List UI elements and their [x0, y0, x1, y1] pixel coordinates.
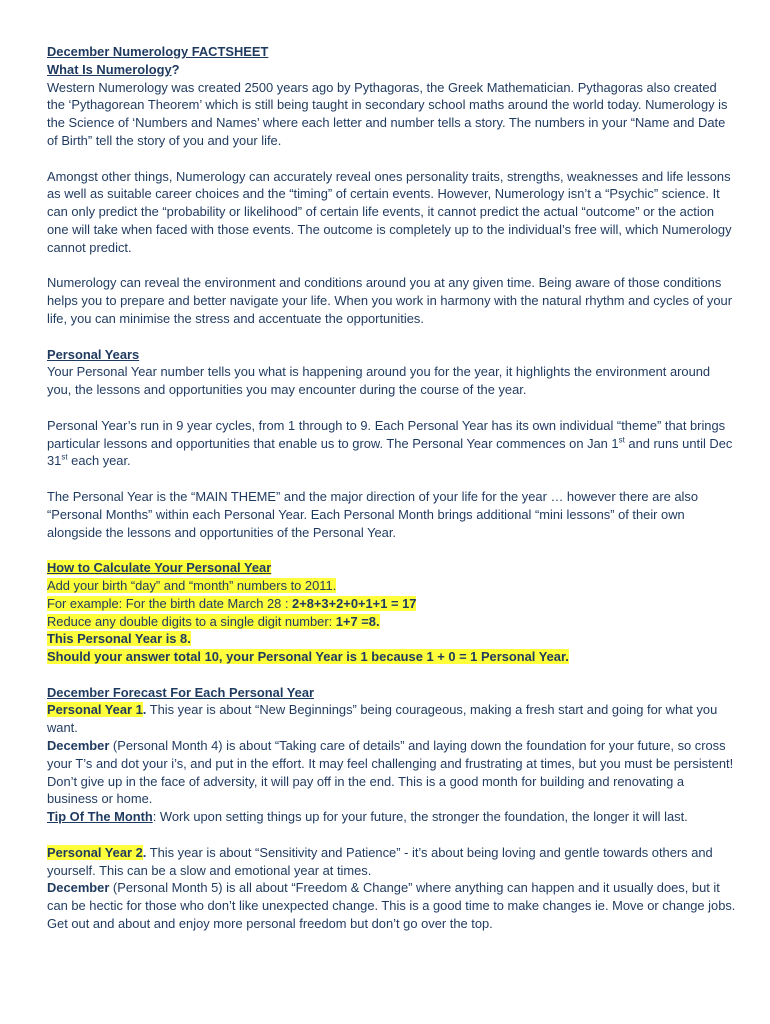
document-title: December Numerology FACTSHEET: [47, 44, 269, 59]
personal-years-paragraph-1: Your Personal Year number tells you what is happening around you for the year, it highlights the environment around you, the lessons and opportunities you may encounter during the course of the year.: [47, 364, 711, 398]
calc-line-1: [47, 577, 737, 595]
p2-text-c: each year.: [67, 453, 131, 469]
py1-paragraph: [47, 701, 737, 737]
py2-december-text: (Personal Month 5) is all about “Freedom & Change” where anything can happen and it usually does, but it can be hectic for those who don’t like unexpected change. This is a good time to make changes ie. Move or change jobs. Get out and about and enjoy more personal freedom but don’t go over the top.: [47, 880, 736, 932]
py1-december-text: (Personal Month 4) is about “Taking care of details” and laying down the foundation for your future, so cross your T’s and dot your i’s, and put in the effort. It may feel challenging and frustrating at times, but you must be persistent! Don’t give up in the face of adversity, it will pay off in the end. This is a good month for building and renovating a business or home.: [47, 738, 734, 807]
py2-paragraph: [47, 844, 737, 880]
personal-years-paragraph-2: [47, 417, 737, 470]
calc-line-5-text: Should your answer total 10, your Personal Year is 1 because 1 + 0 = 1 Personal Year.: [47, 649, 569, 665]
p2-text-a: Personal Year’s run in 9 year cycles, from 1 through to 9. Each Personal Year has its own individual “theme” that brings particular lessons and opportunities that enable us to grow. The Personal Year commences on Jan 1: [47, 417, 726, 451]
calc-line-3: [47, 613, 737, 631]
calc-line-5: [47, 648, 737, 666]
py1-dot: .: [142, 702, 147, 718]
intro-paragraph-1: Western Numerology was created 2500 years ago by Pythagoras, the Greek Mathematician. Pythagoras also created the ‘Pythagorean Theorem’ which is still being taught in secondary school maths around the world today. Numerology is the Science of ‘Numbers and Names’ where each letter and number tells a story. The numbers in your “Name and Date of Birth” tell the story of you and your life.: [47, 79, 728, 148]
calc-line-2-sum: 2+8+3+2+0+1+1 = 17: [292, 595, 417, 611]
calc-line-3-sum: 1+7 =8.: [335, 613, 380, 629]
calc-line-4-text: This Personal Year is 8.: [47, 631, 191, 647]
py2-december-paragraph: [47, 879, 737, 932]
tip-label: Tip Of The Month: [47, 809, 153, 825]
p2-sup-2: st: [61, 453, 68, 463]
py1-text: This year is about “New Beginnings” being courageous, making a fresh start and going for what you want.: [47, 702, 718, 736]
py2-dot: .: [142, 844, 147, 860]
calc-heading: How to Calculate Your Personal Year: [47, 560, 272, 576]
calc-line-2: [47, 595, 737, 613]
tip-paragraph: [47, 808, 737, 826]
document-page: [47, 43, 737, 933]
personal-years-heading: Personal Years: [47, 346, 140, 362]
py1-december-paragraph: [47, 737, 737, 808]
py1-label: Personal Year 1: [47, 702, 143, 718]
calc-line-3-text: Reduce any double digits to a single digit number:: [47, 613, 336, 629]
py2-december-label: December: [47, 880, 110, 896]
calc-line-2-text: For example: For the birth date March 28 :: [47, 595, 293, 611]
tip-text: : Work upon setting things up for your future, the stronger the foundation, the longer it will last.: [152, 809, 688, 825]
what-is-numerology-text: What Is Numerology: [47, 61, 172, 77]
intro-paragraph-3: Numerology can reveal the environment and conditions around you at any given time. Being aware of those conditions helps you to prepare and better navigate your life. When you work in harmony with the natural rhythm and cycles of your life, you can minimise the stress and accentuate the opportunities.: [47, 275, 732, 326]
py2-text: This year is about “Sensitivity and Patience” - it’s about being loving and gentle towards others and yourself. This can be a slow and emotional year at times.: [47, 844, 713, 878]
intro-paragraph-2: Amongst other things, Numerology can accurately reveal ones personality traits, strengths, weaknesses and life lessons as well as suitable career choices and the “timing” of certain events. However, Numerology isn’t a “Psychic” science. It can only predict the “probability or likelihood” of certain life events, it cannot predict the actual “outcome” or the action one will take when faced with those events. The outcome is completely up to the individual’s free will, which Numerology cannot predict.: [47, 168, 732, 255]
py1-december-label: December: [47, 738, 110, 754]
forecast-heading: December Forecast For Each Personal Year: [47, 684, 315, 700]
calc-heading-line: [47, 559, 737, 577]
personal-years-paragraph-3: The Personal Year is the “MAIN THEME” and the major direction of your life for the year … however there are also “Personal Months” within each Personal Year. Each Personal Month brings additional “mini lessons” of their own alongside the lessons and opportunities of the Personal Year.: [47, 488, 699, 540]
py2-label: Personal Year 2: [47, 844, 143, 860]
calc-line-4: [47, 630, 737, 648]
p2-sup-1: st: [618, 435, 625, 445]
p2-text-b: and runs until Dec 31: [47, 435, 733, 469]
what-is-numerology-heading: [47, 61, 737, 79]
question-mark: ?: [171, 61, 180, 77]
calc-line-1-text: Add your birth “day” and “month” numbers to 2011.: [47, 577, 337, 593]
